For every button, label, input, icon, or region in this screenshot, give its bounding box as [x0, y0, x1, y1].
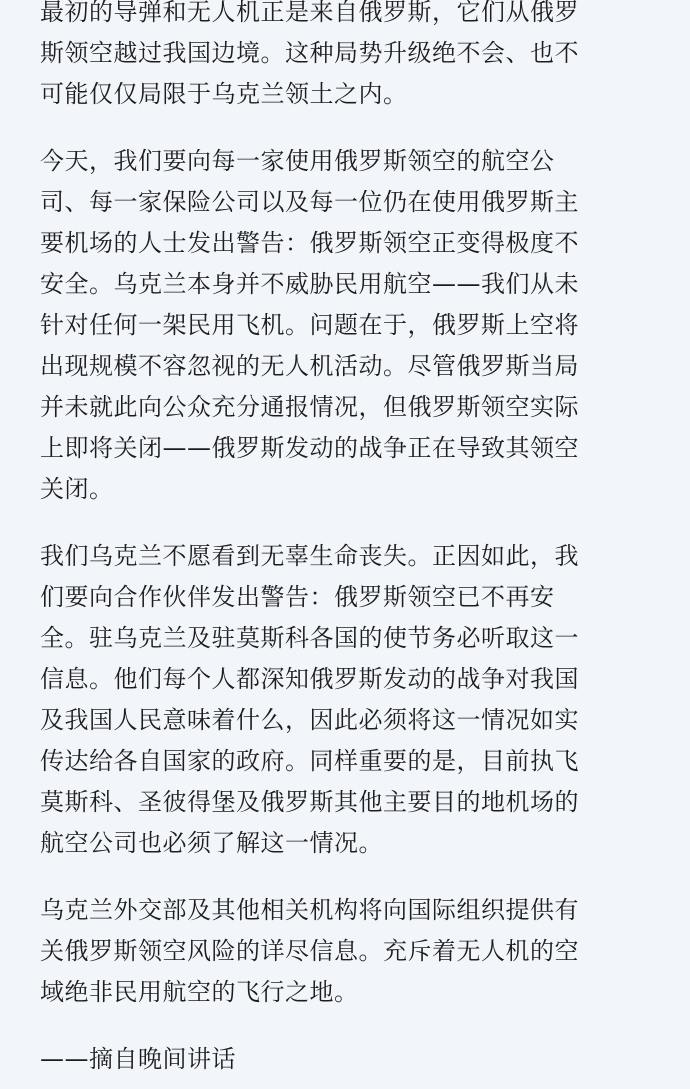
paragraph-4: 乌克兰外交部及其他相关机构将向国际组织提供有 关俄罗斯领空风险的详尽信息。充斥着无人机的空 域绝非民用航空的飞行之地。: [40, 896, 579, 1006]
paragraph-gap: [40, 115, 646, 141]
paragraph-gap: [40, 510, 646, 536]
paragraph-1: 最初的导弹和无人机正是来自俄罗斯，它们从俄罗 斯领空越过我国边境。这种局势升级绝不会、也不 可能仅仅局限于乌克兰领土之内。: [40, 0, 579, 108]
paragraph-gap: [40, 864, 646, 890]
source-signoff: ——摘自晚间讲话: [40, 1045, 236, 1073]
paragraph-2: 今天，我们要向每一家使用俄罗斯领空的航空公 司、每一家保险公司以及每一位仍在使用俄罗斯主 要机场的人士发出警告：俄罗斯领空正变得极度不 安全。乌克兰本身并不威胁民用航空——我们从未 针对任何一架民用飞机。问题在于，俄罗斯上空将 出现规模不容忽视的无人机活动。尽管俄罗斯当局 并未就此向公众充分通报情况，但俄罗斯领空实际 上即将关闭——俄罗斯发动的战争正在导致其领空 关闭。: [40, 147, 579, 503]
paragraph-gap: [40, 1013, 646, 1039]
paragraph-3: 我们乌克兰不愿看到无辜生命丧失。正因如此，我 们要向合作伙伴发出警告：俄罗斯领空已不再安 全。驻乌克兰及驻莫斯科各国的使节务必听取这一 信息。他们每个人都深知俄罗斯发动的战争对我国 及我国人民意味着什么，因此必须将这一情况如实 传达给各自国家的政府。同样重要的是，目前执飞 莫斯科、圣彼得堡及俄罗斯其他主要目的地机场的 航空公司也必须了解这一情况。: [40, 542, 579, 857]
